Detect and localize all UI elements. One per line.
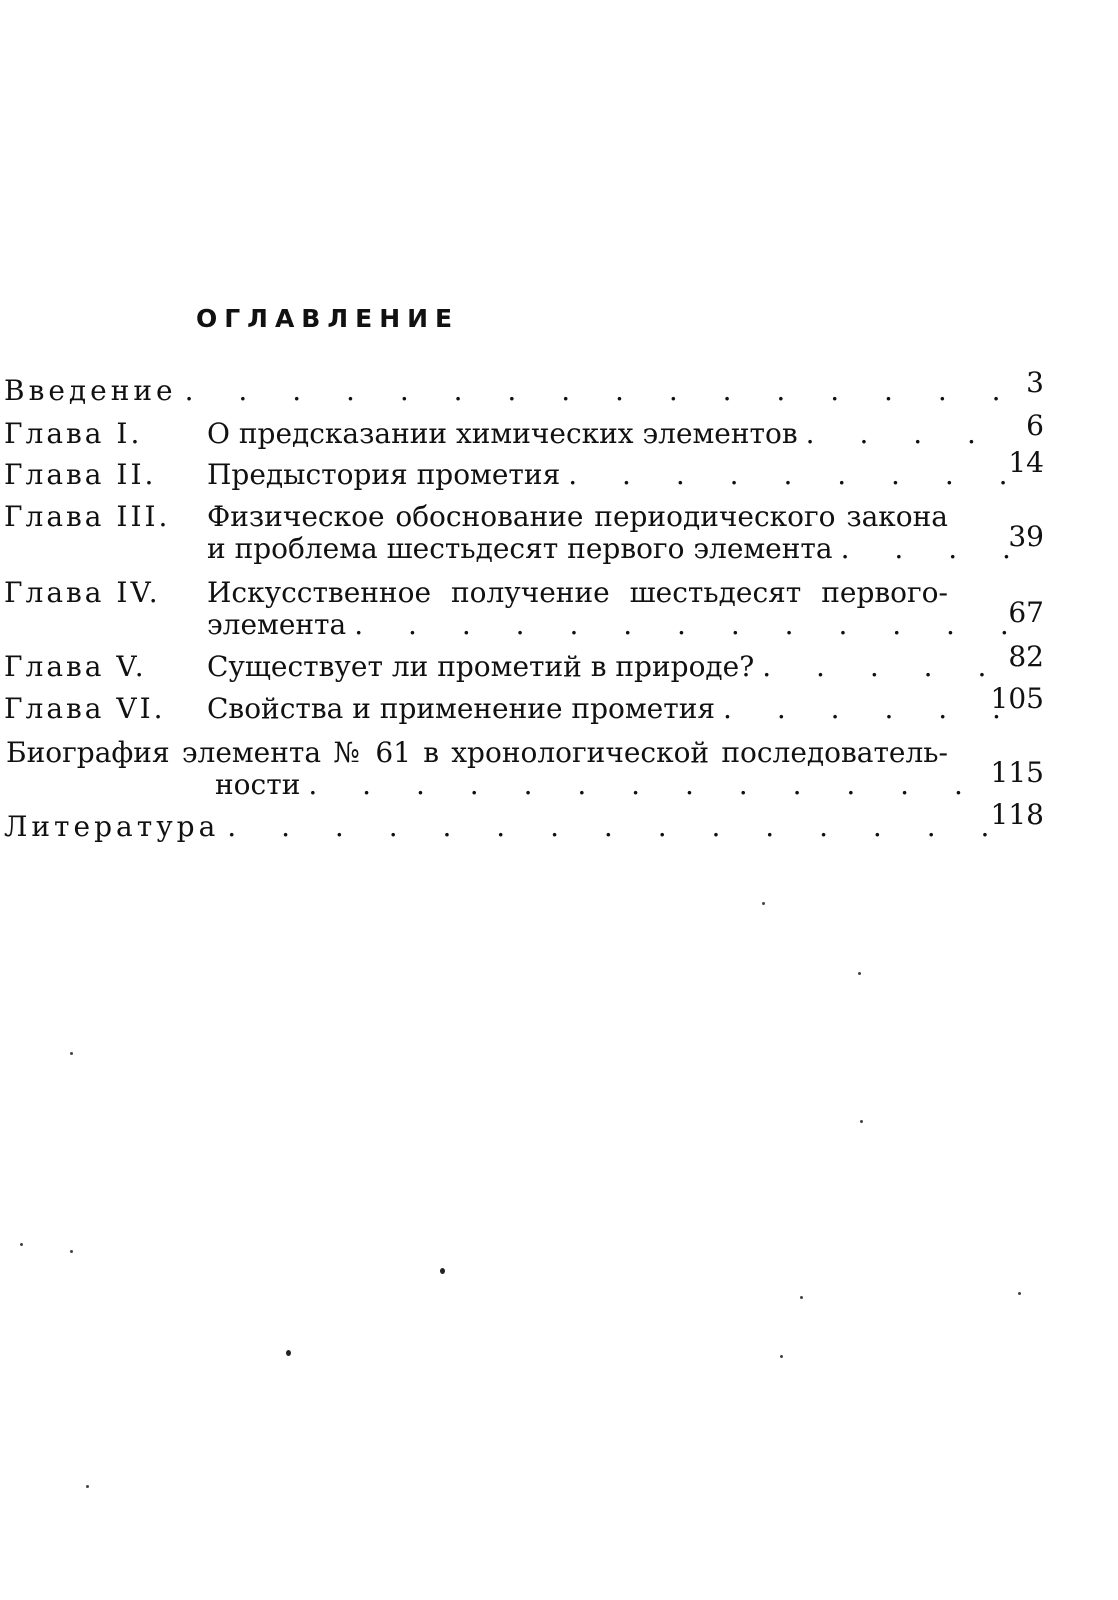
scan-speck [286, 1350, 291, 1356]
chapter-title: О предсказании химических элементов [207, 417, 798, 450]
scan-speck [1018, 1292, 1021, 1295]
page-number: 82 [1008, 640, 1044, 673]
chapter-label: Глава IV. [4, 576, 161, 609]
toc-entry-introduction[interactable] [4, 366, 1044, 410]
toc-heading: ОГЛАВЛЕНИЕ [196, 304, 460, 333]
leader-dots [354, 606, 1010, 644]
scan-speck [20, 1243, 23, 1246]
page-number: 118 [990, 798, 1044, 831]
toc-entry-chapter-3[interactable] [4, 498, 1044, 568]
page-number: 39 [1008, 520, 1044, 553]
entry-label: Литература [4, 810, 220, 843]
toc-entry-chapter-2[interactable] [4, 446, 1044, 494]
scan-speck [440, 1268, 445, 1274]
leader-dots [568, 456, 1010, 494]
chapter-title: Свойства и применение прометия [207, 692, 716, 725]
chapter-label: Глава II. [4, 458, 157, 491]
scan-speck [86, 1485, 89, 1488]
chapter-title: Предыстория прометия [207, 458, 561, 491]
scan-speck [70, 1250, 73, 1253]
chapter-title-line-2: элемента [207, 608, 347, 641]
entry-title-line-1: Биография элемента № 61 в хронологической последователь- [6, 736, 948, 769]
toc-entry-biography[interactable] [4, 734, 1044, 804]
chapter-label: Глава VI. [4, 692, 166, 725]
leader-dots [185, 372, 1010, 410]
scan-speck [780, 1355, 783, 1358]
scan-speck [762, 902, 765, 905]
chapter-title: Существует ли прометий в природе? [207, 650, 755, 683]
entry-label: Введение [4, 374, 177, 407]
page-number: 3 [1026, 366, 1044, 399]
chapter-title-line-2: и проблема шестьдесят первого элемента [207, 532, 833, 565]
table-of-contents [4, 366, 1044, 846]
toc-entry-chapter-1[interactable] [4, 409, 1044, 453]
chapter-label: Глава III. [4, 500, 171, 533]
toc-entry-chapter-6[interactable] [4, 682, 1044, 728]
chapter-title-line-1: Физическое обоснование периодического закона [207, 500, 948, 533]
chapter-title-line-1: Искусственное получение шестьдесят первого- [207, 576, 948, 609]
page-number: 14 [1008, 446, 1044, 479]
scan-speck [800, 1296, 803, 1299]
toc-entry-chapter-5[interactable] [4, 640, 1044, 686]
leader-dots [308, 766, 1010, 804]
scan-speck [860, 1120, 863, 1123]
scan-speck [70, 1052, 73, 1055]
leader-dots [227, 808, 1010, 846]
page-number: 67 [1008, 596, 1044, 629]
chapter-label: Глава I. [4, 417, 143, 450]
page-number: 105 [990, 682, 1044, 715]
entry-title-line-2: ности [215, 768, 301, 801]
page-number: 6 [1026, 409, 1044, 442]
scan-speck [858, 972, 861, 975]
chapter-label: Глава V. [4, 650, 147, 683]
page-number: 115 [990, 756, 1044, 789]
toc-entry-bibliography[interactable] [4, 798, 1044, 846]
toc-entry-chapter-4[interactable] [4, 574, 1044, 644]
